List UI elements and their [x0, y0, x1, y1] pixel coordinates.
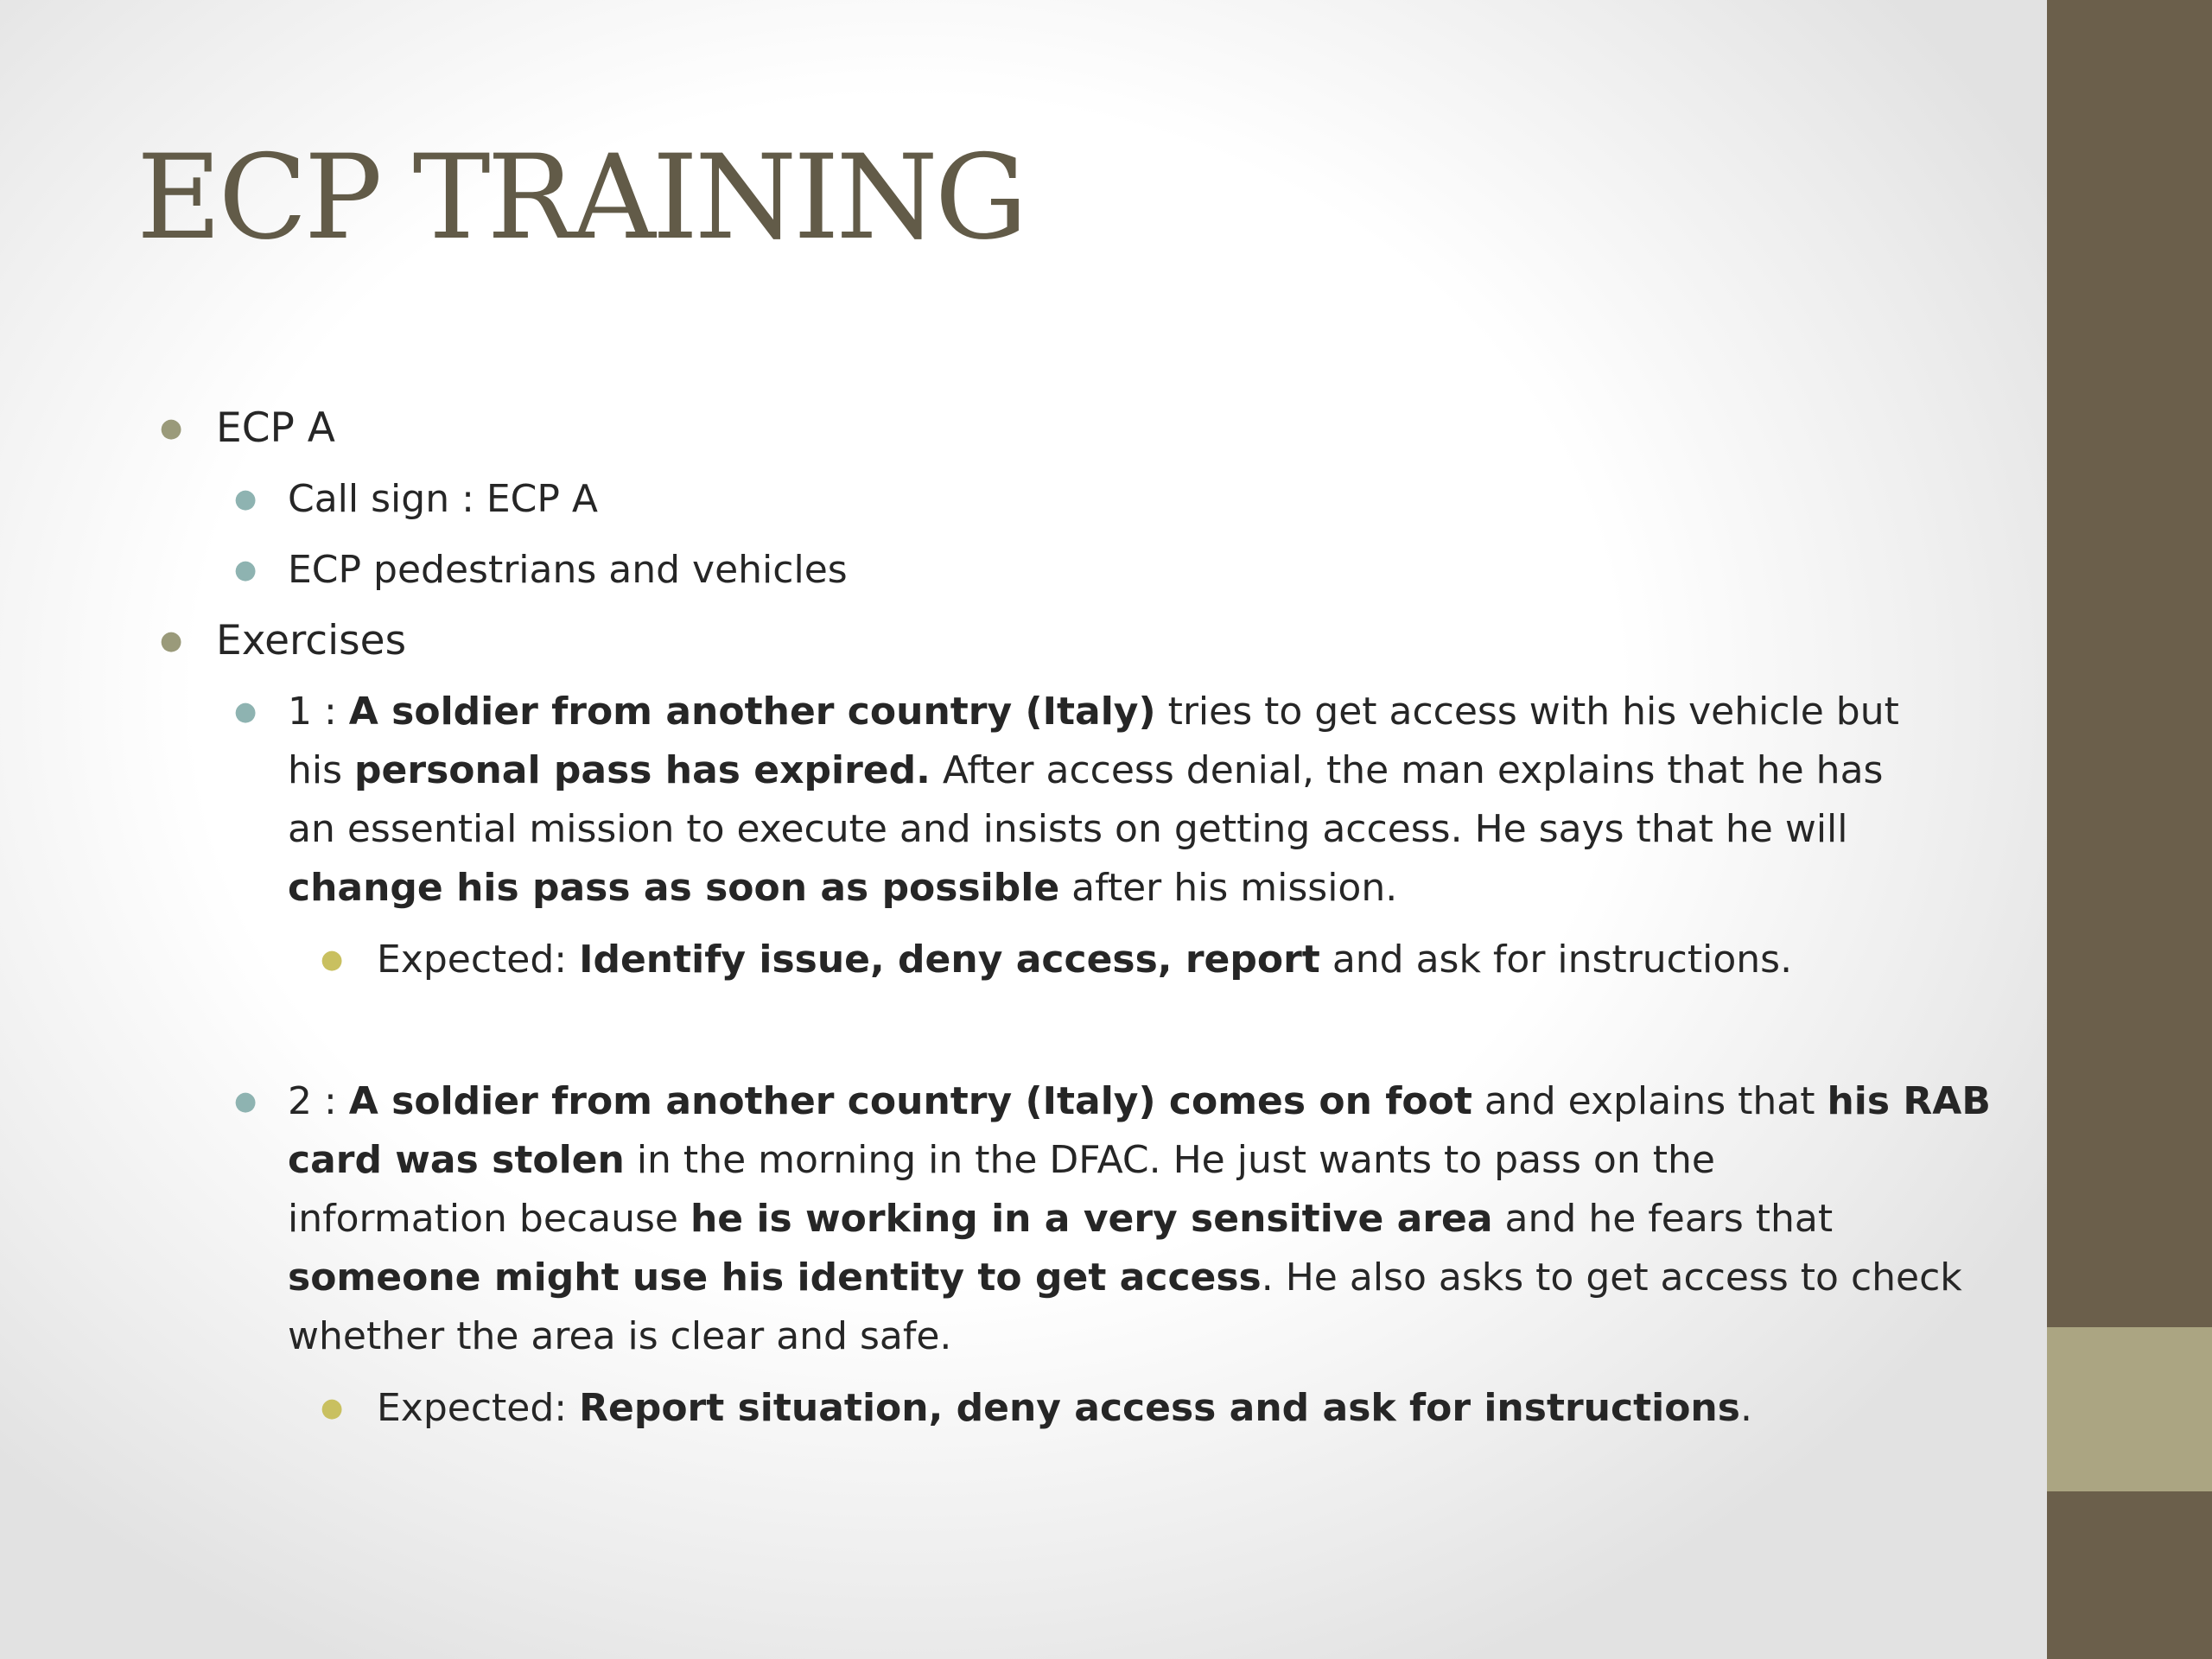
text-run-bold: change his pass as soon as possible: [288, 866, 1060, 910]
exercise-1-line-4: [288, 859, 1947, 918]
text-run: information because: [288, 1197, 690, 1241]
text-run-bold: his RAB: [1827, 1079, 1991, 1123]
exercise-2-line-1: [288, 1072, 1991, 1131]
exercise-1-line-1: [288, 683, 1947, 741]
bullet-ecp: [160, 399, 335, 458]
slide-title: ECP TRAINING: [137, 130, 1025, 265]
text-run-bold: card was stolen: [288, 1138, 625, 1182]
text-run: .: [1739, 1386, 1752, 1430]
exercise-1-line-3: an essential mission to execute and insists on getting access. He says that he will: [288, 807, 1848, 851]
text-run: 2 :: [288, 1079, 349, 1123]
text-run: in the morning in the DFAC. He just wants to pass on the: [624, 1138, 1715, 1182]
bullet-dot-icon: ●: [321, 944, 344, 975]
text-run: after his mission.: [1059, 866, 1398, 910]
bullet-ecp-type-text: ECP pedestrians and vehicles: [288, 548, 848, 592]
bullet-dot-icon: ●: [234, 1086, 257, 1116]
bullet-dot-icon: ●: [160, 413, 183, 443]
bullet-ecp-type: [234, 541, 848, 600]
bullet-exercises-text: Exercises: [216, 617, 407, 664]
exercise-2-line-2: [288, 1131, 1947, 1190]
bullet-ecp-text: ECP A: [216, 404, 335, 452]
exercise-2-expected: [321, 1379, 1752, 1438]
exercise-2: [234, 1072, 1991, 1366]
exercise-1-line-2: [288, 741, 1947, 800]
text-run: his: [288, 748, 355, 792]
text-run-bold: someone might use his identity to get access: [288, 1255, 1262, 1300]
bullet-dot-icon: ●: [234, 696, 257, 727]
text-run: and he fears that: [1492, 1197, 1834, 1241]
text-run: 1 :: [288, 690, 349, 734]
text-run-bold: A soldier from another country (Italy): [348, 690, 1156, 734]
text-run: and ask for instructions.: [1319, 938, 1793, 982]
text-run: After access denial, the man explains that he has: [930, 748, 1884, 792]
sidebar-accent-block: [2047, 1327, 2212, 1491]
exercise-1-expected: [321, 931, 1793, 989]
text-run: tries to get access with his vehicle but: [1155, 690, 1899, 734]
bullet-exercises: [160, 612, 407, 671]
exercise-2-line-3: [288, 1190, 1947, 1249]
text-run-bold: personal pass has expired.: [354, 748, 931, 792]
exercise-2-line-5: whether the area is clear and safe.: [288, 1314, 952, 1358]
bullet-call-sign: [234, 470, 599, 529]
exercise-2-line-4: [288, 1249, 1962, 1307]
text-run-bold: A soldier from another country (Italy) comes on foot: [348, 1079, 1472, 1123]
bullet-dot-icon: ●: [321, 1393, 344, 1423]
text-run: . He also asks to get access to check: [1261, 1255, 1962, 1300]
text-run: Expected:: [377, 938, 580, 982]
exercise-1: [234, 683, 1947, 918]
text-run-bold: Report situation, deny access and ask for instructions: [579, 1386, 1740, 1430]
text-run-bold: Identify issue, deny access, report: [579, 938, 1320, 982]
bullet-dot-icon: ●: [160, 626, 183, 656]
bullet-call-sign-text: Call sign : ECP A: [288, 477, 599, 521]
text-run-bold: he is working in a very sensitive area: [690, 1197, 1493, 1241]
text-run: and explains that: [1471, 1079, 1827, 1123]
text-run: Expected:: [377, 1386, 580, 1430]
bullet-dot-icon: ●: [234, 555, 257, 585]
bullet-dot-icon: ●: [234, 484, 257, 514]
